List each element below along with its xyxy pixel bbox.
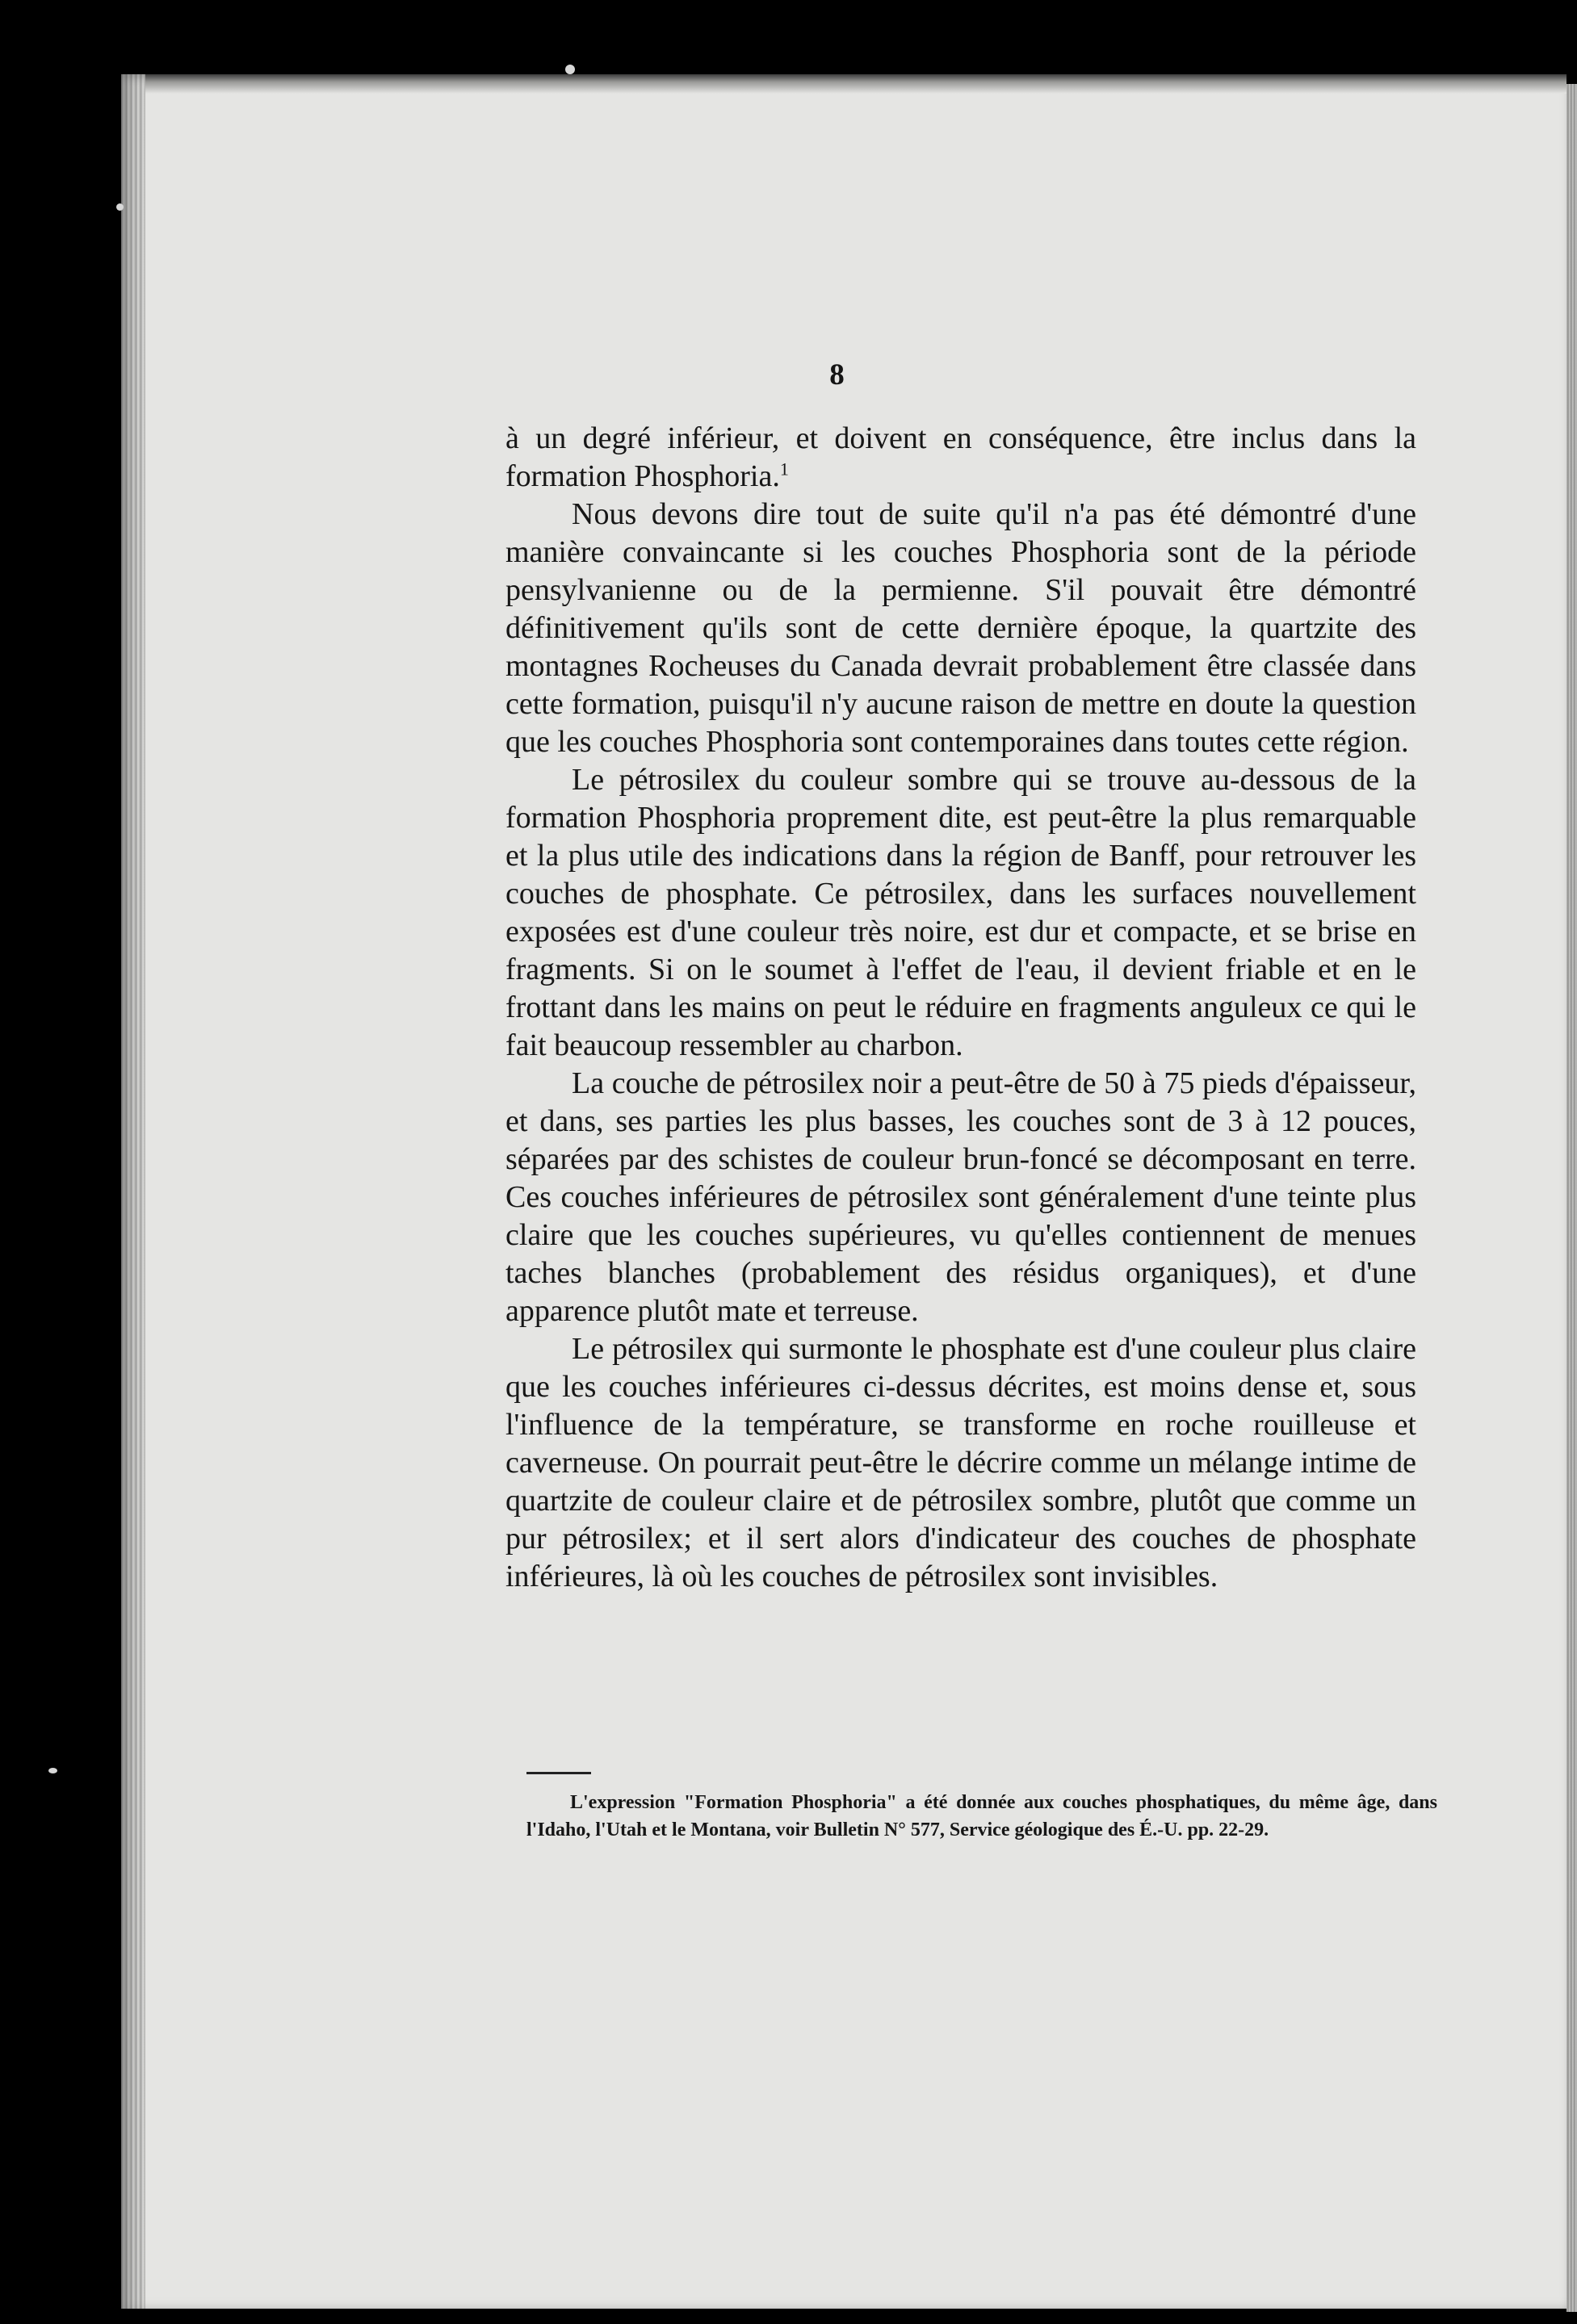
paragraph: Le pétrosilex du couleur sombre qui se trouve au-dessous de la formation Phosphoria proprement dite, est peut-être la plus remarquable et la plus utile des indications dans la région de Banff, pour retrouver les couches de phosphate. Ce pétrosilex, dans les surfaces nouvellement exposées est d'une couleur très noire, est dur et compacte, et se brise en fragments. Si on le soumet à l'effet de l'eau, il devient friable et en le frottant dans les mains on peut le réduire en fragments anguleux ce qui le fait beaucoup ressembler au charbon.	[505, 763, 1416, 1062]
page-edge-top	[145, 74, 1567, 94]
page-number: 8	[829, 358, 845, 392]
body-text	[505, 420, 1416, 1596]
page-edge-left	[121, 74, 145, 2309]
paragraph: Nous devons dire tout de suite qu'il n'a pas été démontré d'une manière convaincante si les couches Phosphoria sont de la période pensylvanienne ou de la permienne. S'il pouvait être démontré définitivement qu'ils sont de cette dernière époque, la quartzite des montagnes Rocheuses du Canada devrait probablement être classée dans cette formation, puisqu'il n'y aucune raison de mettre en doute la question que les couches Phosphoria sont contemporaines dans toutes cette région.	[505, 497, 1416, 759]
scan-speck	[116, 203, 124, 211]
paragraph: Le pétrosilex qui surmonte le phosphate est d'une couleur plus claire que les couches inférieures ci-dessus décrites, est moins dense et, sous l'influence de la température, se transforme en roche rouilleuse et caverneuse. On pourrait peut-être le décrire comme un mélange intime de quartzite de couleur claire et de pétrosilex sombre, plutôt que comme un pur pétrosilex; et il sert alors d'indicateur des couches de phosphate inférieures, là où les couches de pétrosilex sont invisibles.	[505, 1332, 1416, 1593]
paragraph: La couche de pétrosilex noir a peut-être de 50 à 75 pieds d'épaisseur, et dans, ses parties les plus basses, les couches sont de 3 à 12 pouces, séparées par des schistes de couleur brun-foncé se décomposant en terre. Ces couches inférieures de pétrosilex sont généralement d'une teinte plus claire que les couches supérieures, vu qu'elles contiennent de menues taches blanches (probablement des résidus organiques), et d'une apparence plutôt mate et terreuse.	[505, 1066, 1416, 1328]
footnote	[526, 1789, 1437, 1844]
footnote-rule	[526, 1772, 591, 1774]
footnote-marker: 1	[779, 459, 789, 479]
paragraph-text: à un degré inférieur, et doivent en conséquence, être inclus dans la formation Phosphoria.	[505, 421, 1416, 493]
scan-speck	[565, 65, 575, 74]
scan-speck	[48, 1768, 57, 1773]
page-edge-right	[1567, 84, 1577, 2312]
footnote-text: L'expression "Formation Phosphoria" a été donnée aux couches phosphatiques, du même âge, dans l'Idaho, l'Utah et le Montana, voir Bulletin N° 577, Service géologique des É.-U. pp. 22-29.	[526, 1792, 1437, 1840]
paragraph	[505, 420, 1416, 496]
